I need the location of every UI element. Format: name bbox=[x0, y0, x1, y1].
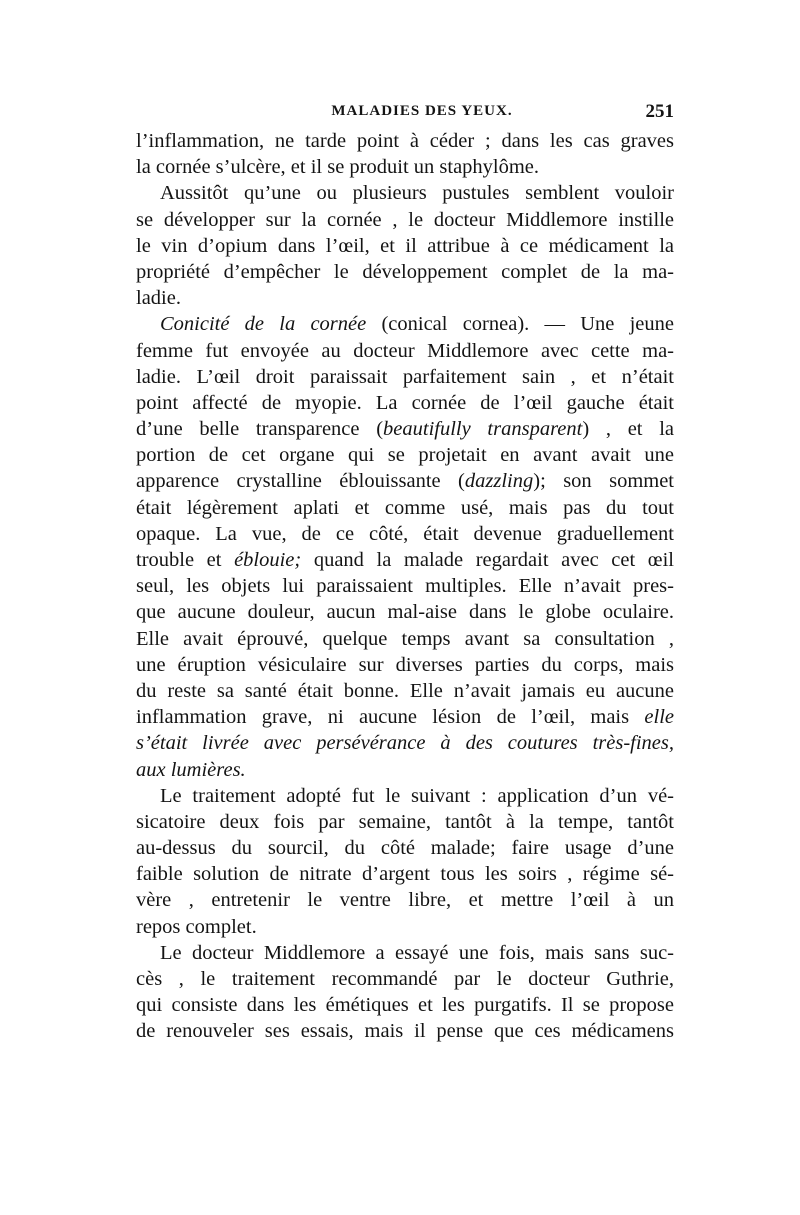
text-line bbox=[136, 442, 674, 468]
text-span: femme fut envoyée au docteur Middlemore avec cette ma- bbox=[136, 339, 674, 362]
text-span: Aussitôt qu’une ou plusieurs pustules semblent vouloir bbox=[160, 182, 674, 205]
text-span: était légèrement aplati et comme usé, mais pas du tout bbox=[136, 496, 674, 519]
text-line bbox=[136, 992, 674, 1018]
text-line bbox=[136, 573, 674, 599]
text-span: cès , le traitement recommandé par le docteur Guthrie, bbox=[136, 968, 674, 990]
text-span: de renouveler ses essais, mais il pense que ces médicamens bbox=[136, 1020, 674, 1043]
text-span: ); son sommet bbox=[533, 470, 675, 493]
text-span: que aucune douleur, aucun mal-aise dans le globe oculaire. bbox=[136, 601, 674, 624]
text-line bbox=[136, 233, 674, 259]
page-number: 251 bbox=[645, 101, 674, 122]
text-line bbox=[136, 495, 674, 521]
running-title: MALADIES DES YEUX. bbox=[331, 103, 513, 119]
text-span: Le traitement adopté fut le suivant : application d’un vé- bbox=[160, 784, 674, 807]
text-line bbox=[136, 128, 674, 154]
italic-text-span: Conicité de la cornée bbox=[160, 313, 367, 336]
text-line bbox=[136, 835, 674, 861]
text-line bbox=[136, 390, 674, 416]
text-span: apparence crystalline éblouissante ( bbox=[136, 470, 465, 493]
text-span: faible solution de nitrate d’argent tous les soirs , régime sé- bbox=[136, 863, 674, 886]
body-text bbox=[136, 128, 674, 1045]
text-line bbox=[136, 338, 674, 364]
italic-text-span: beautifully transparent bbox=[383, 418, 583, 441]
text-line bbox=[136, 809, 674, 835]
text-span: la cornée s’ulcère, et il se produit un staphylôme. bbox=[136, 156, 540, 179]
text-span: Le docteur Middlemore a essayé une fois, mais sans suc- bbox=[160, 941, 674, 964]
text-line bbox=[136, 757, 674, 783]
text-line bbox=[136, 468, 674, 494]
text-span: ladie. L’œil droit paraissait parfaitement sain , et n’était bbox=[136, 365, 674, 388]
text-line bbox=[136, 966, 674, 992]
text-span: ladie. bbox=[136, 287, 181, 310]
text-line bbox=[136, 783, 674, 809]
text-line bbox=[136, 599, 674, 625]
text-span: trouble et bbox=[136, 549, 235, 571]
text-span: une éruption vésiculaire sur diverses parties du corps, mais bbox=[136, 653, 674, 676]
text-line bbox=[136, 285, 674, 311]
text-line bbox=[136, 652, 674, 678]
text-line bbox=[136, 940, 674, 966]
text-span: le vin d’opium dans l’œil, et il attribue à ce médicament la bbox=[136, 234, 674, 257]
text-span: du reste sa santé était bonne. Elle n’avait jamais eu aucune bbox=[136, 679, 674, 702]
text-line bbox=[136, 180, 674, 206]
text-span: d’une belle transparence ( bbox=[136, 418, 384, 441]
text-span: Elle avait éprouvé, quelque temps avant sa consultation , bbox=[136, 627, 674, 650]
text-line bbox=[136, 416, 674, 442]
text-line bbox=[136, 311, 674, 337]
text-line bbox=[136, 547, 674, 573]
italic-text-span: s’était livrée avec persévérance à des coutures très-fines, bbox=[136, 732, 674, 755]
text-line bbox=[136, 1018, 674, 1044]
text-line bbox=[136, 704, 674, 730]
text-line bbox=[136, 364, 674, 390]
text-span: vère , entretenir le ventre libre, et mettre l’œil à un bbox=[136, 889, 674, 912]
italic-text-span: aux lumières. bbox=[136, 758, 246, 781]
text-line bbox=[136, 259, 674, 285]
text-span: ) , et la bbox=[582, 418, 674, 441]
text-span: propriété d’empêcher le développement complet de la ma- bbox=[136, 260, 674, 283]
text-span: repos complet. bbox=[136, 915, 257, 938]
text-span: qui consiste dans les émétiques et les purgatifs. Il se propose bbox=[136, 994, 674, 1017]
text-line bbox=[136, 914, 674, 940]
text-line bbox=[136, 626, 674, 652]
text-line bbox=[136, 154, 674, 180]
text-span: sicatoire deux fois par semaine, tantôt à la tempe, tantôt bbox=[136, 810, 674, 833]
text-span: point affecté de myopie. La cornée de l’œil gauche était bbox=[136, 391, 674, 414]
italic-text-span: éblouie; bbox=[234, 549, 302, 571]
italic-text-span: elle bbox=[644, 706, 674, 729]
text-line bbox=[136, 521, 674, 547]
text-line bbox=[136, 887, 674, 913]
text-span: au-dessus du sourcil, du côté malade; faire usage d’une bbox=[136, 837, 674, 860]
text-span: se développer sur la cornée , le docteur Middlemore instille bbox=[136, 208, 674, 231]
text-line bbox=[136, 207, 674, 233]
text-line bbox=[136, 730, 674, 756]
text-line bbox=[136, 678, 674, 704]
text-span: l’inflammation, ne tarde point à céder ; dans les cas graves bbox=[136, 130, 674, 152]
text-span: quand la malade regardait avec cet œil bbox=[301, 549, 674, 571]
text-span: (conical cornea). — Une jeune bbox=[366, 313, 674, 336]
text-line bbox=[136, 861, 674, 887]
text-span: portion de cet organe qui se projetait en avant avait une bbox=[136, 444, 674, 467]
text-span: inflammation grave, ni aucune lésion de l’œil, mais bbox=[136, 706, 645, 729]
text-span: opaque. La vue, de ce côté, était devenue graduellement bbox=[136, 522, 674, 545]
italic-text-span: dazzling bbox=[464, 470, 534, 493]
text-span: seul, les objets lui paraissaient multiples. Elle n’avait pres- bbox=[136, 575, 674, 598]
running-head bbox=[136, 103, 674, 127]
